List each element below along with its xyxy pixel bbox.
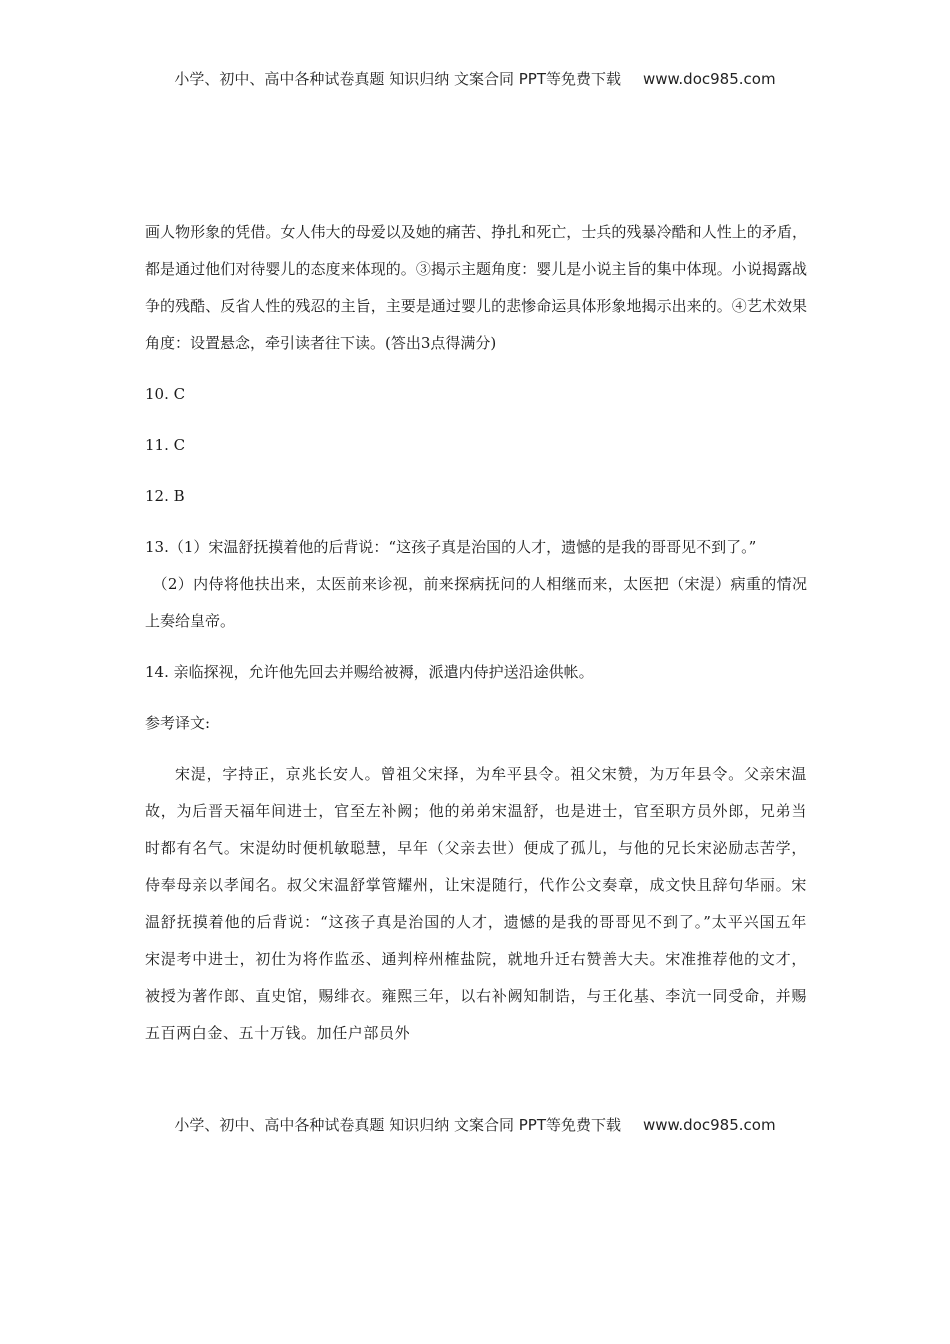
answer-continuation-paragraph: 画人物形象的凭借。女人伟大的母爱以及她的痛苦、挣扎和死亡，士兵的残暴冷酷和人性上的矛盾，都是通过他们对待婴儿的态度来体现的。③揭示主题角度：婴儿是小说主旨的集中体现。小说揭露战争的残酷、反省人性的残忍的主旨，主要是通过婴儿的悲惨命运具体形象地揭示出来的。④艺术效果角度：设置悬念，牵引读者往下读。(答出3点得满分) — [145, 223, 807, 352]
answer-13-part-2: （2）内侍将他扶出来，太医前来诊视，前来探病抚问的人相继而来，太医把（宋湜）病重的情况上奏给皇帝。 — [145, 575, 807, 630]
reference-translation-text: 宋湜，字持正，京兆长安人。曾祖父宋择，为牟平县令。祖父宋赞，为万年县令。父亲宋温故，为后晋天福年间进士，官至左补阙；他的弟弟宋温舒，也是进士，官至职方员外郎，兄弟当时都有名气。宋湜幼时便机敏聪慧，早年（父亲去世）便成了孤儿，与他的兄长宋泌励志苦学，侍奉母亲以孝闻名。叔父宋温舒掌管耀州，让宋湜随行，代作公文奏章，成文快且辞句华丽。宋温舒抚摸着他的后背说：“这孩子真是治国的人才，遗憾的是我的哥哥见不到了。”太平兴国五年宋湜考中进士，初仕为将作监丞、通判梓州榷盐院，就地升迁右赞善大夫。宋准推荐他的文才，被授为著作郎、直史馆，赐绯衣。雍熙三年，以右补阙知制诰，与王化基、李沆一同受命，并赐五百两白金、五十万钱。加任户部员外 — [145, 765, 807, 1042]
answer-10: 10. C — [145, 385, 186, 403]
answer-13-part-1: 13.（1）宋温舒抚摸着他的后背说：“这孩子真是治国的人才，遗憾的是我的哥哥见不到了。” — [145, 538, 757, 556]
page-header — [0, 68, 950, 89]
document-body — [145, 214, 807, 1052]
header-site-link[interactable]: www.doc985.com — [642, 70, 776, 88]
answer-14: 14. 亲临探视，允许他先回去并赐给被褥，派遣内侍护送沿途供帐。 — [145, 663, 594, 681]
page-footer — [0, 1114, 950, 1135]
answer-12: 12. B — [145, 487, 185, 505]
header-text: 小学、初中、高中各种试卷真题 知识归纳 文案合同 PPT等免费下载 — [174, 70, 621, 88]
answer-11: 11. C — [145, 436, 186, 454]
footer-text: 小学、初中、高中各种试卷真题 知识归纳 文案合同 PPT等免费下载 — [174, 1116, 621, 1134]
footer-site-link[interactable]: www.doc985.com — [642, 1116, 776, 1134]
reference-translation-title: 参考译文: — [145, 714, 211, 732]
